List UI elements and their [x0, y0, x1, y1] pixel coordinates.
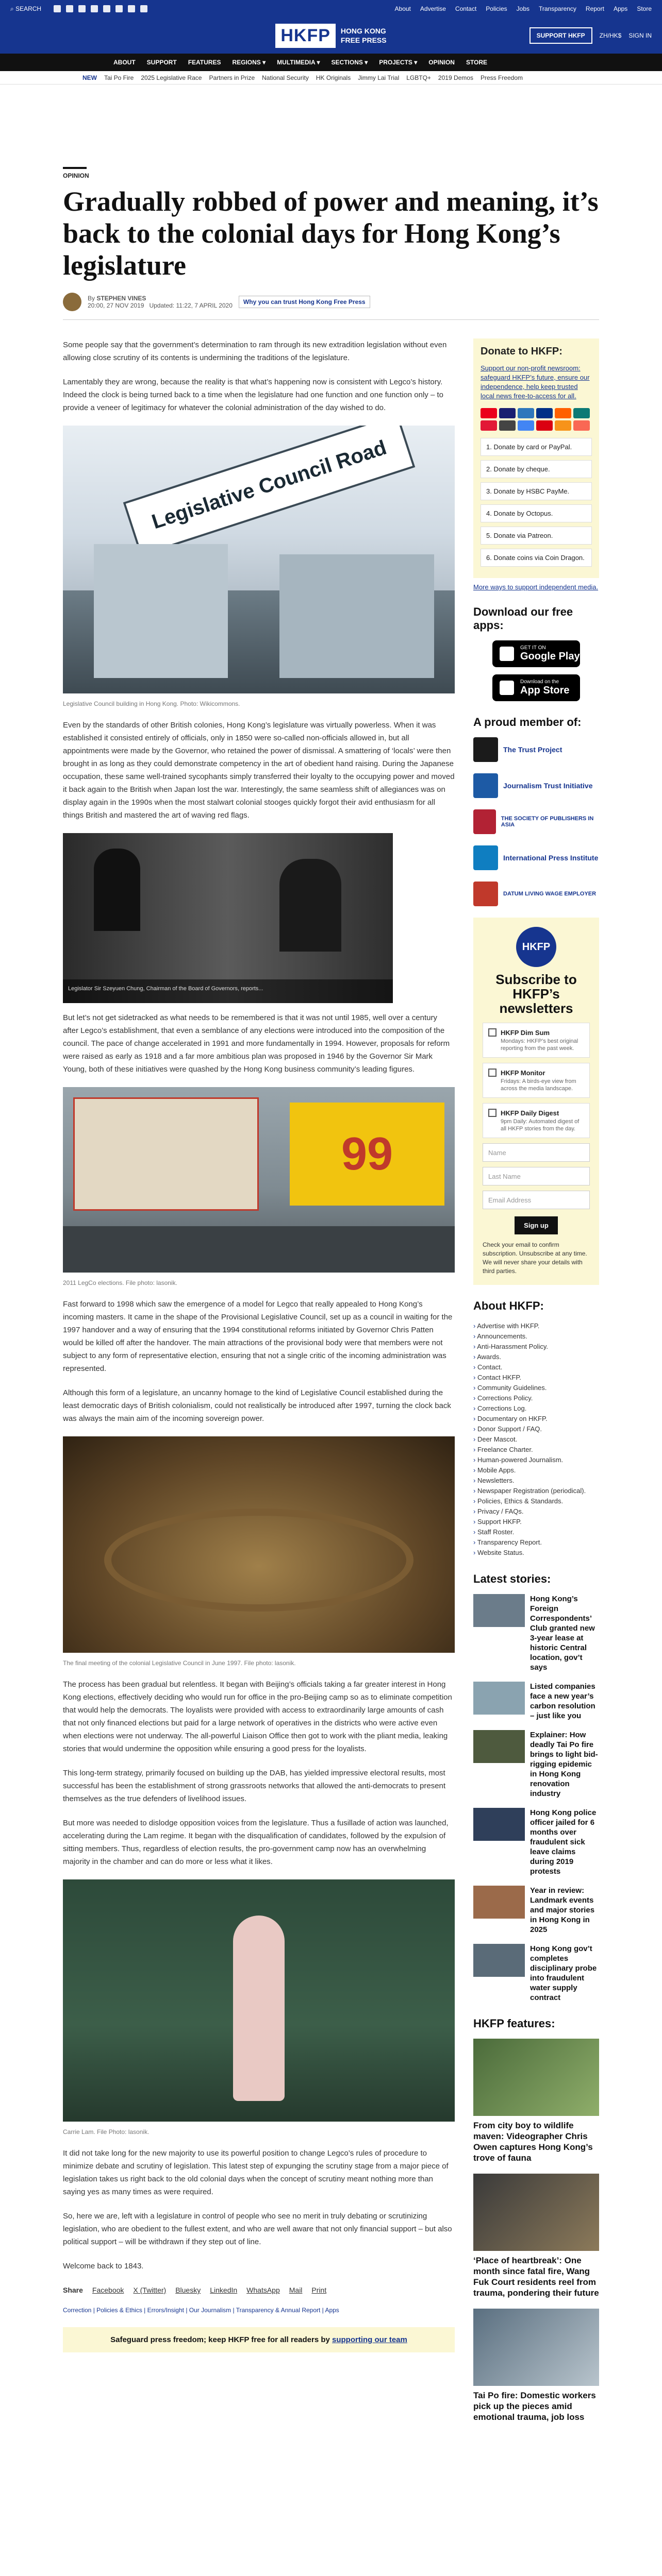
features-title: HKFP features:	[473, 2017, 555, 2030]
figure	[63, 833, 455, 1003]
latest-story[interactable]: Year in review: Landmark events and major stories in Hong Kong in 2025	[473, 1886, 599, 1935]
app-store-button[interactable]: Download on the App Store	[492, 674, 580, 701]
nav-item[interactable]: REGIONS ▾	[232, 59, 266, 66]
discover-icon	[555, 408, 571, 418]
mastercard-icon	[481, 408, 497, 418]
about-link[interactable]: › Corrections Policy.	[473, 1393, 599, 1403]
paragraph: Although this form of a legislature, an uncanny homage to the kind of Legislative Council established during the least democratic days of British colonialism, could not realistically be introduced after 1997, turning the clock back was always the main aim of the incoming sovereign power.	[63, 1388, 451, 1423]
ad-space	[0, 84, 662, 167]
figure	[63, 1879, 455, 2139]
about-link[interactable]: › Contact HKFP.	[473, 1372, 599, 1383]
election-photo	[63, 1087, 455, 1273]
top-link[interactable]: Policies	[486, 5, 507, 12]
donate-option[interactable]: 1. Donate by card or PayPal.	[481, 438, 592, 456]
payment-icons	[481, 408, 592, 431]
instagram-icon[interactable]	[78, 5, 86, 12]
social-icons	[54, 5, 147, 12]
paragraph: Lamentably they are wrong, because the reality is that what’s happening now is consistent with Legco’s history. Indeed the clock is being turned back to a time when the legislature had one function and one function only – to provide a veneer of legitimacy for whatever the colonial administration of the day wished to do.	[63, 378, 443, 412]
legco-photo	[63, 426, 455, 693]
donate-option[interactable]: 4. Donate by Octopus.	[481, 504, 592, 522]
google-play-button[interactable]: GET IT ON Google Play	[492, 640, 580, 667]
figure	[63, 426, 455, 710]
apps-title: Download our free apps:	[473, 605, 573, 632]
about-link[interactable]: › Transparency Report.	[473, 1537, 599, 1548]
feature-story[interactable]: Tai Po fire: Domestic workers pick up the pieces amid emotional trauma, job loss	[473, 2309, 599, 2422]
top-link[interactable]: Report	[585, 5, 604, 12]
story-thumbnail	[473, 1808, 525, 1841]
sidebar	[473, 338, 599, 2433]
share-x[interactable]: X (Twitter)	[133, 2286, 167, 2294]
top-link[interactable]: Transparency	[539, 5, 576, 12]
updated-date: Updated: 11:22, 7 APRIL 2020	[149, 302, 233, 309]
feature-image	[473, 2039, 599, 2116]
caption: The final meeting of the colonial Legislative Council in June 1997. File photo: lasonik.	[63, 1659, 296, 1667]
top-link[interactable]: Apps	[613, 5, 628, 12]
feature-story[interactable]: ‘Place of heartbreak’: One month since fatal fire, Wang Fuk Court residents reel from trauma, pondering their future	[473, 2174, 599, 2298]
top-link[interactable]: Store	[637, 5, 652, 12]
author-name[interactable]: STEPHEN VINES	[96, 295, 146, 302]
checkbox[interactable]	[488, 1109, 496, 1117]
about-link[interactable]: › Contact.	[473, 1362, 599, 1372]
sopa-logo	[473, 809, 496, 834]
feature-image	[473, 2309, 599, 2386]
share-mail[interactable]: Mail	[289, 2286, 303, 2294]
about-link[interactable]: › Community Guidelines.	[473, 1383, 599, 1393]
nav-item[interactable]: STORE	[466, 59, 488, 66]
about-link[interactable]: › Donor Support / FAQ.	[473, 1424, 599, 1434]
caption: Legislative Council building in Hong Kong. Photo: Wikicommons.	[63, 700, 240, 707]
paragraph: The process has been gradual but relentless. It began with Beijing’s officials taking a far greater interest in Hong Kong elections, effectively deciding who would run for office in the pro-Beijing camp so as to eliminate competition that would help the democrats. The loyalists were provided with access to extraordinarily large amounts of cash that not only financed elections but paid for a large network of operatives in the districts who were active even when elections were not underway. The all-powerful Liaison Office then got to work with the pliant media, leaking stories that would undermine the opposition while ensuring a good press for the loyalists.	[63, 1680, 452, 1753]
support-band: Safeguard press freedom; keep HKFP free for all readers by supporting our team	[63, 2327, 455, 2352]
member-living-wage[interactable]: DATUM LIVING WAGE EMPLOYER	[473, 882, 599, 906]
about-link[interactable]: › Staff Roster.	[473, 1527, 599, 1537]
share-whatsapp[interactable]: WhatsApp	[246, 2286, 280, 2294]
about-link[interactable]: › Anti-Harassment Policy.	[473, 1342, 599, 1352]
story-thumbnail	[473, 1944, 525, 1977]
trend-item[interactable]: 2019 Demos	[438, 74, 473, 81]
share-linkedin[interactable]: LinkedIn	[210, 2286, 238, 2294]
paragraph: Fast forward to 1998 which saw the emergence of a model for Legco that really appealed to Hong Kong’s incoming masters. It came in the shape of the Provisional Legislative Council, set up as a council in waiting for the 1997 handover and a way of ensuring that the 1994 constitutional reforms initiated by Governor Chris Patten would be killed off after the handover. The main attractions of the provisional body were that members were not subject to any form of representative election, ensuring that not a single critic of the incoming administration was represented.	[63, 1300, 453, 1373]
newsletter-title: Subscribe to HKFP’s newsletters	[495, 972, 577, 1016]
chamber-photo	[63, 1436, 455, 1653]
language-toggle[interactable]: ZH/HK$	[599, 32, 622, 39]
trending-bar	[0, 71, 662, 84]
octopus-icon	[555, 420, 571, 431]
latest-story[interactable]: Hong Kong gov’t completes disciplinary probe into fraudulent water supply contract	[473, 1944, 599, 2003]
jti-logo	[473, 773, 498, 798]
trust-link[interactable]: Why you can trust Hong Kong Free Press	[239, 296, 370, 308]
share-label: Share	[63, 2286, 83, 2294]
latest-story[interactable]: Hong Kong police officer jailed for 6 months over fraudulent sick leave claims during 2019 protests	[473, 1808, 599, 1876]
nav-item[interactable]: SUPPORT	[146, 59, 177, 66]
member-jti[interactable]: Journalism Trust Initiative	[473, 773, 599, 798]
checkbox[interactable]	[488, 1028, 496, 1037]
new-badge: NEW	[82, 74, 97, 81]
about-link[interactable]: › Mobile Apps.	[473, 1465, 599, 1476]
about-link[interactable]: › Announcements.	[473, 1331, 599, 1342]
about-link[interactable]: › Advertise with HKFP.	[473, 1321, 599, 1331]
article-container	[63, 167, 599, 2433]
paragraph: But let’s not get sidetracked as what needs to be remembered is that it was not until 1985, well over a century after Legco’s establishment, that even a semblance of any elections were introduced into the composition of the council. The pace of change accelerated in 1991 and more fundamentally in 1994. However, proposals for reform were raised as early as 1918 and a far more ambitious plan was proposed in 1946 by the Governor Sir Mark Young, both of these initiatives were quashed by the Hong Kong business community’s leading figures.	[63, 1013, 450, 1074]
nav-item[interactable]: SECTIONS ▾	[331, 59, 368, 66]
about-link[interactable]: › Documentary on HKFP.	[473, 1414, 599, 1424]
apple-icon	[500, 681, 514, 695]
trend-item[interactable]: Press Freedom	[480, 74, 523, 81]
checkbox[interactable]	[488, 1069, 496, 1077]
trend-item[interactable]: Partners in Prize	[209, 74, 255, 81]
caption: Carrie Lam. File Photo: lasonik.	[63, 2128, 150, 2136]
about-link[interactable]: › Freelance Charter.	[473, 1445, 599, 1455]
story-thumbnail	[473, 1682, 525, 1715]
facebook-icon[interactable]	[54, 5, 61, 12]
newsletter-box	[473, 918, 599, 1285]
member-ipi[interactable]: International Press Institute	[473, 845, 599, 870]
mail-icon[interactable]	[115, 5, 123, 12]
youtube-icon[interactable]	[91, 5, 98, 12]
top-bar	[0, 0, 662, 18]
latest-story[interactable]: Hong Kong’s Foreign Correspondents’ Club granted new 3-year lease at historic Central location, gov’t says	[473, 1594, 599, 1672]
paragraph: So, here we are, left with a legislature in control of people who see no merit in truly debating or scrutinizing legislation, who are obedient to the fullest extent, and who are well aware that not only financial support – but also political support – will be withdrawn if they step out of line.	[63, 2212, 452, 2246]
newsletter-fineprint: Check your email to confirm subscription. Unsubscribe at any time. We will never share your details with third parties.	[483, 1241, 587, 1275]
section-label[interactable]: OPINION	[63, 167, 87, 179]
donate-box	[473, 338, 599, 578]
donate-option[interactable]: 5. Donate via Patreon.	[481, 527, 592, 545]
trend-item[interactable]: Tai Po Fire	[104, 74, 134, 81]
account-link[interactable]: SIGN IN	[628, 32, 652, 39]
feature-story[interactable]: From city boy to wildlife maven: Videographer Chris Owen captures Hong Kong’s trove of fauna	[473, 2039, 599, 2163]
carrie-lam-photo	[63, 1879, 455, 2122]
about-link[interactable]: › Deer Mascot.	[473, 1434, 599, 1445]
about-link[interactable]: › Support HKFP.	[473, 1517, 599, 1527]
jcb-icon	[573, 408, 590, 418]
last-name-input[interactable]: Last Name	[483, 1167, 590, 1185]
search-link[interactable]: ⌕ SEARCH	[10, 5, 42, 12]
rss-icon[interactable]	[140, 5, 147, 12]
paypal-icon	[536, 408, 553, 418]
paragraph: It did not take long for the new majority to use its powerful position to change Legco’s rules of procedure to minimize debate and scrutiny of legislation. This latest step of expunging the scrutiny stage from a major piece of legislation takes us right back to the old colonial days when the concept of scrutiny meant nothing more than saying yes as many times as were required.	[63, 2149, 449, 2196]
top-link[interactable]: Advertise	[420, 5, 446, 12]
paragraph: But more was needed to dislodge opposition voices from the legislature. Thus a fusillade of action was launched, accelerating during the Lam regime. It began with the disqualification of candidates, followed by the expulsion of sitting members. Thus, regardless of election results, the pro-government camp now has an overwhelming majority in the chamber and can do more or less what it likes.	[63, 1819, 449, 1866]
byline: By STEPHEN VINES 20:00, 27 NOV 2019 Updated: 11:22, 7 APRIL 2020 Why you can trust Hong Kong Free Press	[63, 293, 599, 320]
about-link[interactable]: › Awards.	[473, 1352, 599, 1362]
nav-item[interactable]: FEATURES	[188, 59, 221, 66]
nav-item[interactable]: OPINION	[428, 59, 455, 66]
article-title: Gradually robbed of power and meaning, it’s back to the colonial days for Hong Kong’s legislature	[63, 186, 599, 281]
ipi-logo	[473, 845, 498, 870]
top-link[interactable]: Jobs	[516, 5, 529, 12]
main-nav	[0, 54, 662, 71]
paragraph: Welcome back to 1843.	[63, 2262, 144, 2270]
share-print[interactable]: Print	[311, 2286, 327, 2294]
story-thumbnail	[473, 1730, 525, 1763]
apple-pay-icon	[499, 420, 516, 431]
about-link[interactable]: › Human-powered Journalism.	[473, 1455, 599, 1465]
street-sign: Legislative Council Road	[123, 426, 416, 556]
hkfp-circle-logo: HKFP	[516, 927, 556, 967]
donate-option[interactable]: 2. Donate by cheque.	[481, 460, 592, 478]
paragraph: Some people say that the government’s determination to ram through its new extradition legislation without even allowing close scrutiny of its contents is undermining the traditions of the legislature.	[63, 341, 447, 362]
top-link[interactable]: Contact	[455, 5, 477, 12]
newsletter-option[interactable]: HKFP Dim Sum Mondays: HKFP’s best original reporting from the past week.	[483, 1023, 590, 1058]
visa-icon	[499, 408, 516, 418]
payme-icon	[536, 420, 553, 431]
more-ways-link[interactable]: More ways to support independent media.	[473, 583, 599, 591]
donate-intro[interactable]: Support our non-profit newsroom: safeguard HKFP’s future, ensure our independence, help keep trusted local news free-to-access for all.	[481, 364, 590, 400]
site-logo[interactable]: HKFP HONG KONG FREE PRESS	[275, 24, 386, 48]
support-team-link[interactable]: supporting our team	[332, 2335, 407, 2344]
member-title: A proud member of:	[473, 716, 582, 728]
email-input[interactable]: Email Address	[483, 1191, 590, 1209]
about-title: About HKFP:	[473, 1299, 544, 1312]
unionpay-icon	[481, 420, 497, 431]
figure	[63, 1087, 455, 1290]
share-facebook[interactable]: Facebook	[92, 2286, 124, 2294]
nav-item[interactable]: ABOUT	[113, 59, 136, 66]
story-thumbnail	[473, 1886, 525, 1919]
support-button[interactable]: SUPPORT HKFP	[529, 27, 592, 44]
about-link[interactable]: › Website Status.	[473, 1548, 599, 1558]
latest-title: Latest stories:	[473, 1572, 551, 1585]
living-wage-logo	[473, 882, 498, 906]
google-play-icon	[500, 647, 514, 661]
donate-option[interactable]: 3. Donate by HSBC PayMe.	[481, 482, 592, 500]
top-links	[395, 5, 652, 12]
archive-photo: Legislator Sir Szeyuen Chung, Chairman of the Board of Governors, reports...	[63, 833, 393, 1003]
trend-item[interactable]: 2025 Legislative Race	[141, 74, 202, 81]
patreon-icon	[573, 420, 590, 431]
amex-icon	[518, 408, 534, 418]
nav-item[interactable]: PROJECTS ▾	[379, 59, 418, 66]
trend-item[interactable]: National Security	[262, 74, 309, 81]
about-link[interactable]: › Policies, Ethics & Standards.	[473, 1496, 599, 1506]
policy-links[interactable]: Correction | Policies & Ethics | Errors/Insight | Our Journalism | Transparency & Annual Report | Apps	[63, 2307, 339, 2314]
share-bar	[63, 2284, 455, 2297]
trust-project-logo	[473, 737, 498, 762]
member-sopa[interactable]: THE SOCIETY OF PUBLISHERS IN ASIA	[473, 809, 599, 834]
about-link[interactable]: › Privacy / FAQs.	[473, 1506, 599, 1517]
trend-item[interactable]: HK Originals	[316, 74, 351, 81]
nav-item[interactable]: MULTIMEDIA ▾	[277, 59, 320, 66]
threads-icon[interactable]	[103, 5, 110, 12]
donate-title: Donate to HKFP:	[481, 346, 562, 357]
site-header	[0, 18, 662, 54]
donate-option[interactable]: 6. Donate coins via Coin Dragon.	[481, 549, 592, 567]
about-list	[473, 1321, 599, 1558]
about-link[interactable]: › Newspaper Registration (periodical).	[473, 1486, 599, 1496]
story-thumbnail	[473, 1594, 525, 1627]
poster-number: 99	[290, 1103, 444, 1206]
newsletter-option[interactable]: HKFP Daily Digest 9pm Daily: Automated digest of all HKFP stories from the day.	[483, 1103, 590, 1138]
latest-story[interactable]: Explainer: How deadly Tai Po fire brings to light bid-rigging epidemic in Hong Kong renovation industry	[473, 1730, 599, 1799]
trend-item[interactable]: LGBTQ+	[406, 74, 431, 81]
caption: 2011 LegCo elections. File photo: lasonik.	[63, 1279, 177, 1286]
top-link[interactable]: About	[394, 5, 411, 12]
paragraph: Even by the standards of other British colonies, Hong Kong’s legislature was virtually powerless. When it was established it consisted entirely of officials, only in 1850 were so-called non-officials allowed in, but all appointments were made by the Governor, who retained the power of dismissal. A smattering of ‘locals’ were then brought in as long as they could demonstrate competency in the art of obedient hand raising. During the Japanese occupation, these same well-trained sycophants simply transferred their loyalty to the occupying power and moved it back again to the British when Japan lost the war. Interestingly, the same seamless shift of allegiances was on display again in the 1990s when the most stalwart colonial stooges quickly forgot their avid enthusiasm for all things British and mastered the art of waving red flags.	[63, 721, 455, 820]
article-body	[63, 338, 455, 2433]
latest-story[interactable]: Listed companies face a new year’s carbon resolution – just like you	[473, 1682, 599, 1721]
bluesky-icon[interactable]	[128, 5, 135, 12]
share-bluesky[interactable]: Bluesky	[175, 2286, 201, 2294]
signup-button[interactable]: Sign up	[515, 1216, 558, 1234]
paragraph: This long-term strategy, primarily focused on building up the DAB, has yielded impressive electoral results, most successful has been the establishment of strong grassroots networks that allowed the anti-democrats to present themselves as the true defenders of livelihood issues.	[63, 1769, 446, 1803]
about-link[interactable]: › Newsletters.	[473, 1476, 599, 1486]
publish-date: 20:00, 27 NOV 2019	[88, 302, 144, 309]
figure	[63, 1436, 455, 1670]
author-avatar	[63, 293, 81, 311]
x-icon[interactable]	[66, 5, 73, 12]
about-link[interactable]: › Corrections Log.	[473, 1403, 599, 1414]
first-name-input[interactable]: Name	[483, 1143, 590, 1162]
feature-image	[473, 2174, 599, 2251]
trend-item[interactable]: Jimmy Lai Trial	[358, 74, 400, 81]
member-trust-project[interactable]: The Trust Project	[473, 737, 599, 762]
google-pay-icon	[518, 420, 534, 431]
newsletter-option[interactable]: HKFP Monitor Fridays: A birds-eye view from across the media landscape.	[483, 1063, 590, 1098]
